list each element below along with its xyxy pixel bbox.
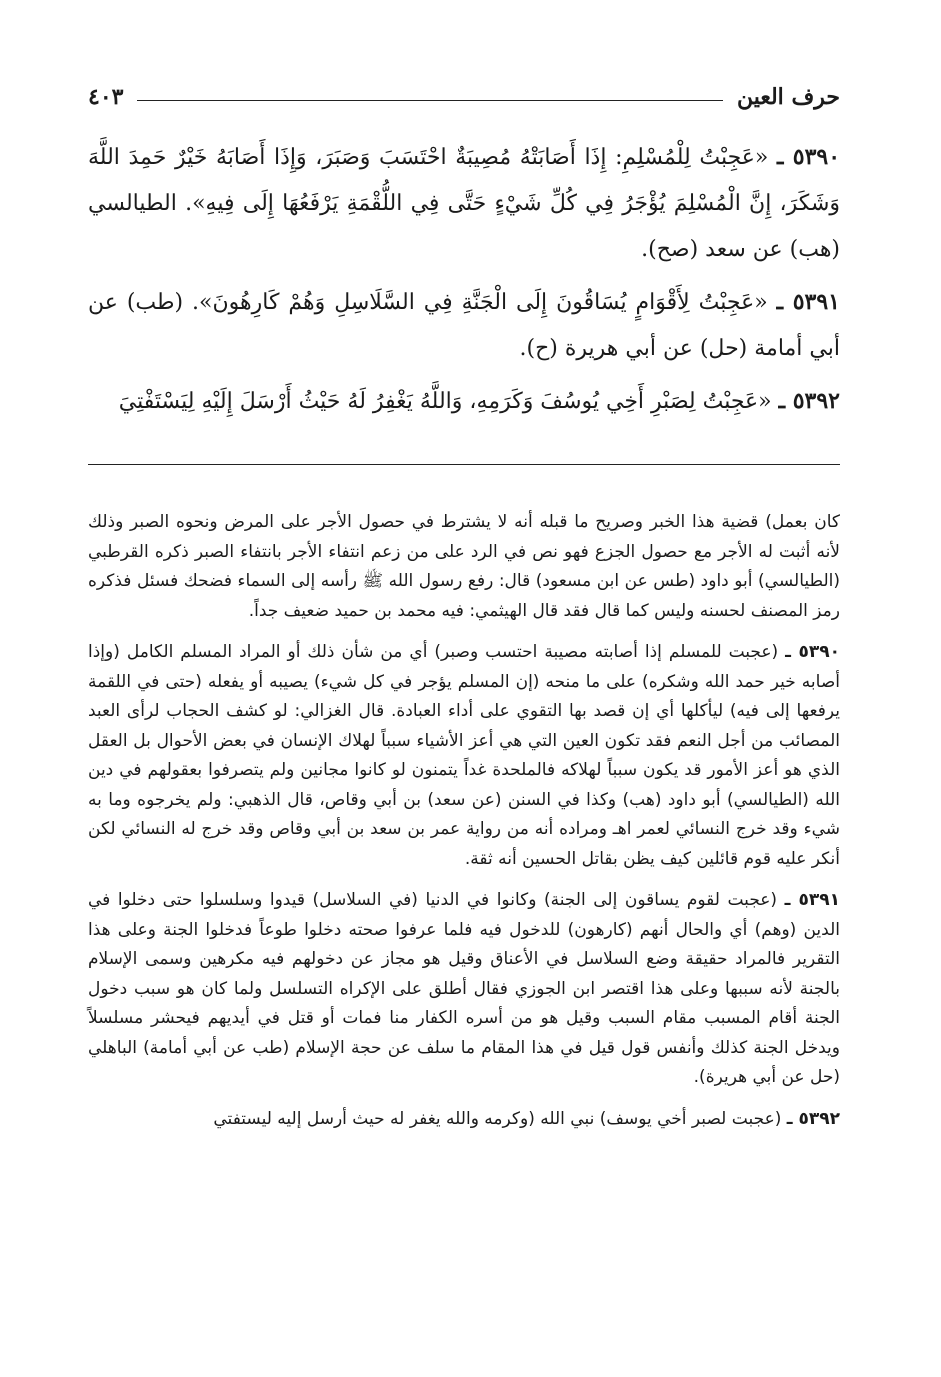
hadith-entry (88, 134, 840, 273)
commentary-paragraph (88, 508, 840, 626)
commentary-paragraph (88, 1105, 840, 1135)
hadith-number: ٥٣٩١ ـ (776, 289, 840, 315)
running-header (88, 70, 840, 110)
commentary-number: ٥٣٩٠ ـ (785, 642, 840, 662)
commentary-paragraph (88, 638, 840, 874)
commentary-text: (عجبت للمسلم إذا أصابته مصيبة احتسب وصبر) أي من شأن ذلك أو المراد المسلم الكامل (وإذا أصابه خير حمد الله وشكره) على ما منحه (إن المسلم يؤجر في كل شيء) يصيبه أو يفعله (حتى في اللقمة يرفعها إلى فيه) ليأكلها أي إن قصد بها التقوي على أداء العبادة. قال الغزالي: لو كشف الحجاب لرأى العبد المصائب من أجل النعم فقد تكون العين التي هي أعز الأشياء سبباً لهلاك الإنسان في بعض الأحوال بل العقل الذي هو أعز الأمور قد يكون سبباً لهلاكه فالملحدة غداً يتمنون لو كانوا مجانين ولم يتصرفوا بعقولهم في دين الله (الطيالسي) أبو داود (هب) وكذا في السنن (عن سعد) بن أبي وقاص، قال الذهبي: ولم يخرجوه وما به شيء وقد خرج النسائي لعمر اهـ ومراده أنه من رواية عمر بن سعد بن أبي وقاص وقد خرج له النسائي لكن أنكر عليه قوم قائلين كيف يظن بقاتل الحسين أنه ثقة. (88, 642, 840, 869)
hadith-entry (88, 279, 840, 372)
commentary-text: (عجبت لقوم يساقون إلى الجنة) وكانوا في الدنيا (في السلاسل) قيدوا وسلسلوا حتى دخلوا في الدين (وهم) أي والحال أنهم (كارهون) للدخول فيه فلما عرفوا صحته دخلوا طوعاً فدخلوا الجنة وعلى هذا التقرير فالمراد حقيقة وضع السلاسل في الأعناق وقيل هو مجاز عن دخولهم فيه مكرهين وسمى الإسلام بالجنة لأنه سببها وعلى هذا اقتصر ابن الجوزي فقال أطلق على الإكراه التسلسل ولما كان هو سبب دخول الجنة أقام المسبب مقام السبب وقيل هو من أسره الكفار منا فمات أو قتل في أيديهم فيحشر مسلسلاً ويدخل الجنة كذلك وأنفس قول قيل في هذا المقام ما سلف عن حجة الإسلام (طب عن أبي أمامة) الباهلي (حل عن أبي هريرة). (88, 890, 840, 1087)
hadith-entry (88, 378, 840, 425)
hadith-text-section (88, 134, 840, 431)
commentary-number: ٥٣٩١ ـ (784, 890, 841, 910)
hadith-text: «عَجِبْتُ لِأَقْوَامٍ يُسَاقُونَ إِلَى الْجَنَّةِ فِي السَّلَاسِلِ وَهُمْ كَارِهُونَ». (طب) عن أبي أمامة (حل) عن أبي هريرة (ح). (88, 290, 840, 361)
hadith-number: ٥٣٩٢ ـ (778, 388, 840, 414)
page-number: ٤٠٣ (88, 84, 124, 110)
hadith-text: «عَجِبْتُ لِصَبْرِ أَخِي يُوسُفَ وَكَرَمِهِ، وَاللَّهُ يَغْفِرُ لَهُ حَيْثُ أَرْسَلَ إِلَيْهِ لِيَسْتَفْتِيَ (118, 389, 772, 414)
hadith-number: ٥٣٩٠ ـ (777, 144, 841, 170)
chapter-title: حرف العين (736, 84, 840, 110)
commentary-section (88, 508, 840, 1146)
section-divider (88, 464, 840, 465)
header-rule (137, 100, 723, 101)
commentary-paragraph (88, 886, 840, 1093)
commentary-text: (عجبت لصبر أخي يوسف) نبي الله (وكرمه والله يغفر له حيث أرسل إليه ليستفتي (213, 1108, 782, 1129)
commentary-number: ٥٣٩٢ ـ (786, 1108, 840, 1129)
hadith-text: «عَجِبْتُ لِلْمُسْلِمِ: إِذَا أَصَابَتْهُ مُصِيبَةٌ احْتَسَبَ وَصَبَرَ، وَإِذَا أَصَابَهُ خَيْرٌ حَمِدَ اللَّهَ وَشَكَرَ، إِنَّ الْمُسْلِمَ يُؤْجَرُ فِي كُلِّ شَيْءٍ حَتَّى فِي اللُّقْمَةِ يَرْفَعُهَا إِلَى فِيهِ». الطيالسي (هب) عن سعد (صح). (88, 145, 840, 262)
commentary-text: كان بعمل) قضية هذا الخبر وصريح ما قبله أنه لا يشترط في حصول الأجر على المرض ونحوه الصبر وذلك لأنه أثبت له الأجر مع حصول الجزع فهو نص في الرد على من زعم انتفاء الأجر بانتفاء الصبر ذكره القرطبي (الطيالسي) أبو داود (طس عن ابن مسعود) قال: رفع رسول الله ﷺ رأسه إلى السماء فضحك فسئل فذكره رمز المصنف لحسنه وليس كما قال فقد قال الهيثمي: فيه محمد بن حميد ضعيف جداً. (88, 512, 840, 621)
